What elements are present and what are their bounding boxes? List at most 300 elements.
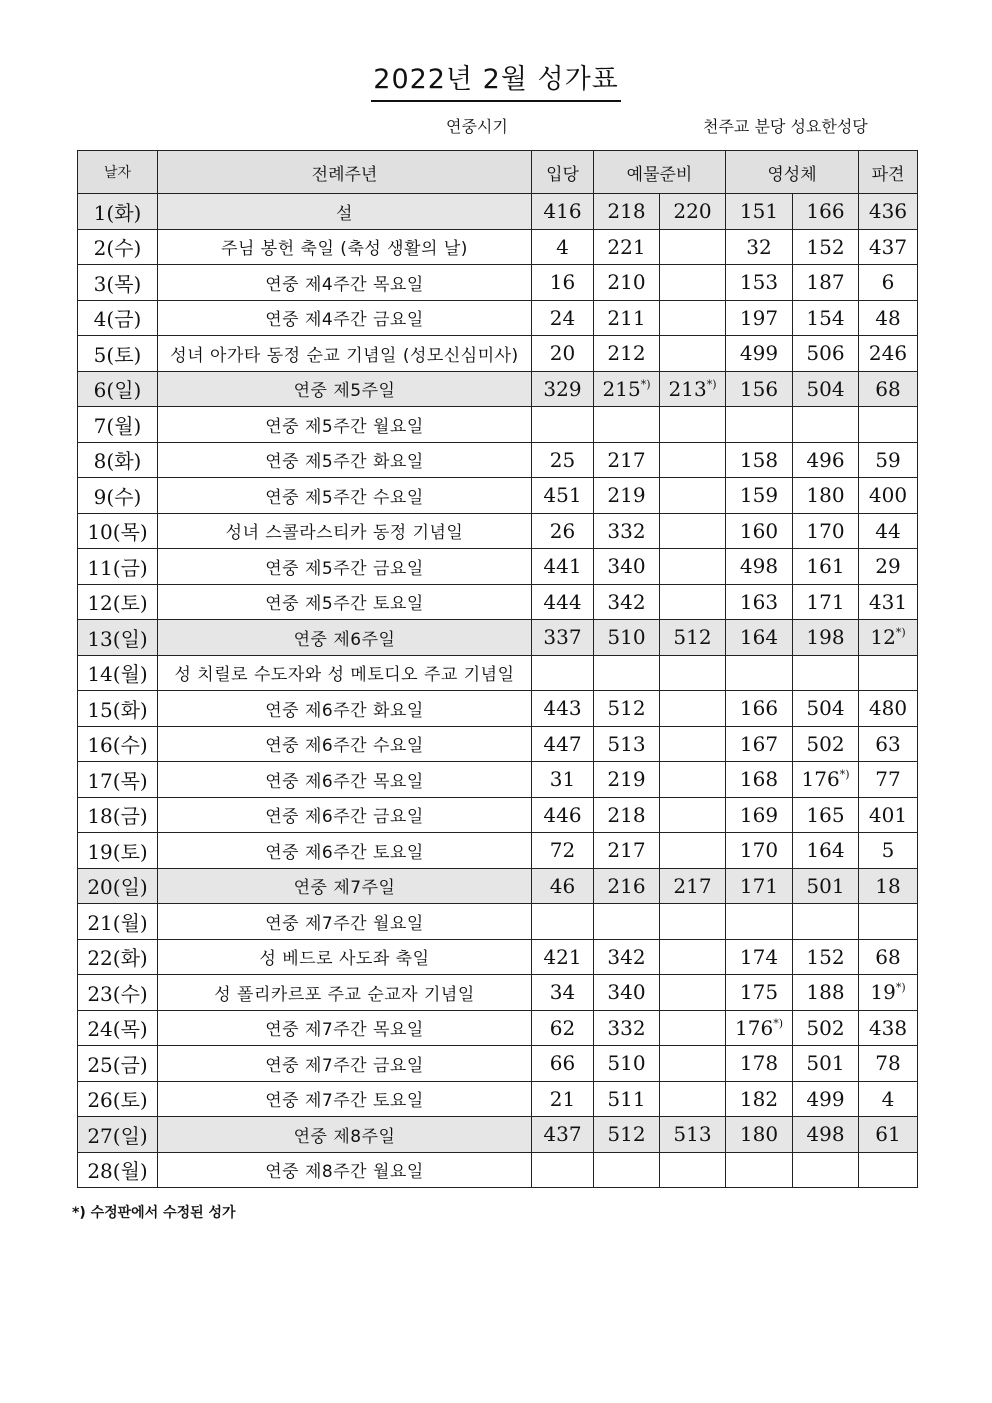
cell-offertory-1 (594, 868, 660, 904)
cell-communion-1 (726, 833, 793, 869)
cell-communion-2-text: 154 (806, 305, 845, 330)
cell-liturgy (158, 549, 532, 585)
cell-liturgy (158, 265, 532, 301)
cell-offertory-2 (660, 620, 726, 656)
cell-communion-1-text: 169 (739, 802, 779, 827)
cell-communion-1 (726, 691, 793, 727)
cell-communion-2-text: 187 (806, 270, 845, 295)
cell-communion-1 (726, 584, 793, 620)
cell-offertory-1-text: 217 (607, 447, 646, 472)
cell-communion-1 (726, 939, 793, 975)
cell-dismissal (859, 300, 918, 336)
cell-liturgy-text: 연중 제6주간 수요일 (265, 736, 424, 757)
header-entrance: 입당 (532, 151, 594, 194)
cell-liturgy (158, 194, 532, 230)
cell-date (78, 620, 158, 656)
cell-offertory-1 (594, 726, 660, 762)
cell-offertory-1 (594, 194, 660, 230)
cell-liturgy (158, 904, 532, 940)
cell-communion-1-text: 171 (739, 873, 779, 898)
cell-dismissal (859, 939, 918, 975)
cell-date (78, 194, 158, 230)
cell-communion-2 (793, 691, 859, 727)
cell-offertory-1 (594, 478, 660, 514)
cell-liturgy-text: 주님 봉헌 축일 (축성 생활의 날) (221, 239, 468, 260)
cell-liturgy-text: 연중 제8주일 (293, 1126, 396, 1147)
cell-communion-2-text: 504 (806, 696, 845, 721)
cell-date-text: 27(일) (87, 1123, 148, 1148)
cell-communion-2 (793, 300, 859, 336)
cell-dismissal (859, 797, 918, 833)
cell-offertory-1 (594, 904, 660, 940)
cell-communion-1 (726, 194, 793, 230)
cell-liturgy (158, 939, 532, 975)
cell-entrance (532, 762, 594, 798)
cell-communion-1 (726, 407, 793, 443)
cell-entrance-text: 446 (543, 802, 582, 827)
cell-entrance (532, 229, 594, 265)
cell-communion-2 (793, 904, 859, 940)
cell-communion-2 (793, 655, 859, 691)
table-row (78, 620, 918, 656)
cell-communion-1-text: 153 (739, 270, 779, 295)
cell-entrance-text: 34 (549, 980, 576, 1005)
header-dismissal: 파견 (859, 151, 918, 194)
cell-communion-2-text: 165 (806, 802, 845, 827)
cell-offertory-1-text: 218 (607, 199, 646, 224)
cell-communion-1 (726, 762, 793, 798)
cell-dismissal (859, 1152, 918, 1188)
cell-liturgy-text: 설 (336, 203, 353, 224)
cell-liturgy-text: 성 베드로 사도좌 축일 (259, 949, 430, 970)
cell-liturgy-text: 연중 제5주간 토요일 (265, 594, 424, 615)
cell-liturgy-text: 연중 제5주일 (293, 381, 396, 402)
table-row (78, 833, 918, 869)
table-row (78, 904, 918, 940)
cell-communion-2-text: 498 (806, 1122, 845, 1147)
cell-entrance (532, 1117, 594, 1153)
cell-communion-2 (793, 939, 859, 975)
cell-liturgy-text: 연중 제7주간 토요일 (265, 1091, 424, 1112)
season-label: 연중시기 (446, 117, 508, 136)
revision-mark: *) (895, 981, 906, 995)
cell-communion-2-text: 152 (806, 944, 845, 969)
cell-entrance (532, 620, 594, 656)
cell-offertory-1 (594, 620, 660, 656)
cell-entrance (532, 300, 594, 336)
cell-offertory-2-text: 512 (673, 625, 712, 650)
cell-offertory-1-text: 512 (607, 1122, 646, 1147)
cell-liturgy (158, 762, 532, 798)
cell-date-text: 9(수) (93, 484, 142, 509)
cell-date-text: 2(수) (93, 236, 142, 261)
cell-date-text: 16(수) (87, 733, 148, 758)
cell-dismissal-text: 44 (875, 518, 901, 543)
cell-communion-1-text: 159 (739, 483, 779, 508)
cell-date-text: 21(월) (87, 910, 148, 935)
cell-communion-1-text: 197 (739, 305, 779, 330)
cell-date (78, 868, 158, 904)
table-row (78, 1010, 918, 1046)
cell-offertory-1-text: 216 (607, 873, 646, 898)
cell-offertory-1 (594, 336, 660, 372)
cell-communion-1 (726, 478, 793, 514)
cell-entrance (532, 478, 594, 514)
cell-entrance (532, 336, 594, 372)
cell-liturgy (158, 371, 532, 407)
cell-communion-2-text: 501 (806, 873, 845, 898)
cell-liturgy (158, 442, 532, 478)
header-communion: 영성체 (726, 151, 859, 194)
cell-communion-2-text: 504 (806, 376, 845, 401)
cell-offertory-2 (660, 1152, 726, 1188)
cell-communion-1 (726, 229, 793, 265)
cell-date-text: 13(일) (87, 626, 148, 651)
table-row (78, 655, 918, 691)
cell-liturgy-text: 연중 제4주간 금요일 (265, 310, 424, 331)
table-row (78, 939, 918, 975)
cell-offertory-2 (660, 371, 726, 407)
cell-date-text: 10(목) (87, 520, 148, 545)
cell-date (78, 762, 158, 798)
cell-offertory-1 (594, 939, 660, 975)
cell-offertory-1-text: 513 (607, 731, 646, 756)
cell-liturgy-text: 성 치릴로 수도자와 성 메토디오 주교 기념일 (174, 665, 515, 686)
cell-communion-2-text: 502 (806, 731, 845, 756)
cell-liturgy (158, 691, 532, 727)
cell-communion-2 (793, 975, 859, 1011)
cell-offertory-1 (594, 442, 660, 478)
cell-dismissal-text: 6 (881, 270, 895, 295)
cell-communion-1-text: 163 (739, 589, 779, 614)
cell-date-text: 24(목) (87, 1017, 148, 1042)
cell-date-text: 7(월) (93, 413, 142, 438)
cell-communion-1 (726, 868, 793, 904)
cell-entrance-text: 31 (549, 767, 576, 792)
cell-offertory-1-text: 219 (607, 767, 646, 792)
cell-dismissal (859, 904, 918, 940)
cell-communion-1-text: 168 (739, 767, 779, 792)
table-row (78, 407, 918, 443)
cell-offertory-2 (660, 726, 726, 762)
cell-offertory-2-text: 513 (673, 1122, 712, 1147)
cell-offertory-1 (594, 691, 660, 727)
cell-offertory-1 (594, 762, 660, 798)
cell-communion-1 (726, 975, 793, 1011)
cell-liturgy (158, 229, 532, 265)
cell-offertory-1-text: 342 (607, 589, 646, 614)
cell-communion-2 (793, 194, 859, 230)
cell-dismissal (859, 336, 918, 372)
cell-offertory-2 (660, 868, 726, 904)
cell-dismissal-text: 431 (868, 589, 908, 614)
cell-dismissal (859, 478, 918, 514)
revision-mark: *) (640, 377, 651, 391)
cell-communion-2 (793, 513, 859, 549)
cell-date-text: 23(수) (87, 981, 148, 1006)
cell-date-text: 14(월) (87, 662, 148, 687)
cell-communion-1 (726, 1117, 793, 1153)
cell-offertory-1 (594, 1010, 660, 1046)
cell-offertory-1 (594, 655, 660, 691)
cell-entrance-text: 421 (543, 944, 582, 969)
cell-offertory-1-text: 340 (607, 980, 646, 1005)
cell-date (78, 265, 158, 301)
cell-liturgy (158, 513, 532, 549)
cell-liturgy (158, 726, 532, 762)
cell-communion-2-text: 152 (806, 234, 845, 259)
cell-date-text: 28(월) (87, 1159, 148, 1184)
cell-communion-1-text: 175 (739, 980, 779, 1005)
cell-dismissal (859, 194, 918, 230)
cell-date (78, 691, 158, 727)
cell-communion-2 (793, 407, 859, 443)
cell-entrance (532, 1152, 594, 1188)
cell-entrance (532, 833, 594, 869)
cell-communion-1 (726, 1152, 793, 1188)
cell-dismissal-text: 78 (875, 1051, 901, 1076)
cell-liturgy (158, 584, 532, 620)
cell-communion-1-text: 156 (739, 376, 779, 401)
cell-date-text: 3(목) (93, 271, 142, 296)
cell-offertory-1-text: 512 (607, 696, 646, 721)
cell-dismissal (859, 584, 918, 620)
cell-communion-1-text: 170 (739, 838, 779, 863)
table-row (78, 300, 918, 336)
cell-offertory-2 (660, 904, 726, 940)
cell-offertory-1 (594, 300, 660, 336)
cell-communion-1-text: 158 (739, 447, 779, 472)
cell-dismissal (859, 833, 918, 869)
cell-offertory-1-text: 332 (607, 518, 646, 543)
table-row (78, 762, 918, 798)
cell-communion-1 (726, 1081, 793, 1117)
cell-offertory-2 (660, 194, 726, 230)
cell-communion-2 (793, 620, 859, 656)
revision-mark: *) (706, 377, 717, 391)
cell-liturgy-text: 성녀 스콜라스티카 동정 기념일 (225, 523, 464, 544)
table-row (78, 1117, 918, 1153)
table-row (78, 726, 918, 762)
cell-offertory-2 (660, 407, 726, 443)
cell-date (78, 833, 158, 869)
cell-communion-2 (793, 797, 859, 833)
footnote: *) 수정판에서 수정된 성가 (72, 1205, 236, 1221)
cell-communion-2-text: 501 (806, 1051, 845, 1076)
cell-date-text: 18(금) (87, 804, 148, 829)
cell-communion-2 (793, 265, 859, 301)
cell-entrance (532, 1046, 594, 1082)
cell-offertory-1 (594, 1081, 660, 1117)
cell-offertory-1-text: 510 (607, 625, 646, 650)
cell-communion-1 (726, 442, 793, 478)
revision-mark: *) (895, 626, 906, 640)
cell-dismissal-text: 77 (875, 767, 901, 792)
hymn-table (77, 150, 918, 1188)
cell-offertory-2-text: 213 (668, 376, 707, 401)
cell-offertory-1 (594, 797, 660, 833)
cell-offertory-1-text: 332 (607, 1015, 646, 1040)
cell-dismissal (859, 975, 918, 1011)
cell-liturgy-text: 연중 제5주간 화요일 (265, 452, 424, 473)
cell-entrance-text: 72 (549, 838, 576, 863)
cell-communion-2 (793, 1117, 859, 1153)
cell-offertory-2 (660, 549, 726, 585)
cell-entrance-text: 62 (549, 1015, 576, 1040)
cell-dismissal-text: 4 (881, 1086, 895, 1111)
cell-liturgy-text: 연중 제5주간 월요일 (265, 416, 424, 437)
cell-date-text: 17(목) (87, 768, 148, 793)
cell-liturgy-text: 연중 제7주간 월요일 (265, 913, 424, 934)
cell-communion-1-text: 32 (746, 234, 772, 259)
cell-dismissal (859, 407, 918, 443)
cell-entrance (532, 1010, 594, 1046)
cell-entrance (532, 797, 594, 833)
cell-date (78, 513, 158, 549)
cell-communion-2-text: 188 (806, 980, 845, 1005)
cell-offertory-2 (660, 1117, 726, 1153)
cell-communion-2 (793, 1081, 859, 1117)
cell-date (78, 1081, 158, 1117)
cell-offertory-1 (594, 549, 660, 585)
cell-offertory-2 (660, 229, 726, 265)
cell-entrance (532, 655, 594, 691)
cell-entrance (532, 442, 594, 478)
cell-date-text: 26(토) (87, 1088, 148, 1113)
cell-liturgy (158, 975, 532, 1011)
cell-offertory-1-text: 215 (602, 376, 641, 401)
cell-dismissal (859, 762, 918, 798)
cell-communion-1-text: 499 (739, 341, 779, 366)
table-row (78, 1152, 918, 1188)
cell-communion-1-text: 164 (739, 625, 779, 650)
cell-offertory-2 (660, 336, 726, 372)
cell-communion-2-text: 170 (806, 518, 845, 543)
revision-mark: *) (773, 1016, 783, 1030)
cell-dismissal-text: 59 (875, 447, 901, 472)
parish-label: 천주교 분당 성요한성당 (703, 117, 868, 136)
cell-offertory-1-text: 511 (607, 1086, 646, 1111)
cell-dismissal-text: 436 (868, 199, 908, 224)
cell-date (78, 1117, 158, 1153)
cell-date (78, 336, 158, 372)
cell-communion-1-text: 180 (739, 1122, 779, 1147)
cell-dismissal-text: 5 (881, 838, 895, 863)
cell-liturgy-text: 연중 제6주간 화요일 (265, 700, 424, 721)
cell-entrance (532, 1081, 594, 1117)
cell-date (78, 1046, 158, 1082)
table-row (78, 442, 918, 478)
cell-date (78, 478, 158, 514)
cell-dismissal (859, 1117, 918, 1153)
cell-communion-2-text: 506 (806, 341, 845, 366)
cell-liturgy-text: 연중 제6주일 (293, 629, 396, 650)
cell-offertory-1 (594, 513, 660, 549)
cell-liturgy-text: 연중 제7주간 금요일 (265, 1055, 424, 1076)
cell-communion-1 (726, 1046, 793, 1082)
cell-offertory-1 (594, 833, 660, 869)
cell-dismissal (859, 620, 918, 656)
cell-dismissal (859, 442, 918, 478)
cell-communion-2-text: 161 (806, 554, 845, 579)
table-row (78, 265, 918, 301)
cell-dismissal (859, 868, 918, 904)
cell-date-text: 12(토) (87, 591, 148, 616)
cell-liturgy (158, 1010, 532, 1046)
cell-offertory-2 (660, 797, 726, 833)
cell-dismissal-text: 480 (868, 696, 908, 721)
cell-communion-2-text: 164 (806, 838, 845, 863)
cell-communion-1-text: 174 (739, 944, 779, 969)
cell-entrance-text: 25 (549, 447, 576, 472)
cell-date-text: 6(일) (93, 378, 142, 403)
cell-liturgy (158, 1046, 532, 1082)
table-row (78, 584, 918, 620)
table-row (78, 975, 918, 1011)
cell-entrance-text: 24 (549, 305, 576, 330)
cell-offertory-1 (594, 229, 660, 265)
cell-entrance-text: 4 (556, 234, 569, 259)
cell-offertory-2 (660, 762, 726, 798)
cell-communion-2 (793, 336, 859, 372)
revision-mark: *) (839, 768, 850, 782)
cell-date-text: 22(화) (87, 946, 148, 971)
cell-offertory-2 (660, 265, 726, 301)
cell-communion-2 (793, 1152, 859, 1188)
cell-communion-2-text: 198 (806, 625, 845, 650)
cell-date (78, 1152, 158, 1188)
cell-liturgy (158, 478, 532, 514)
cell-date-text: 15(화) (87, 697, 148, 722)
table-row (78, 797, 918, 833)
cell-liturgy (158, 833, 532, 869)
cell-offertory-1 (594, 407, 660, 443)
cell-date (78, 407, 158, 443)
cell-dismissal (859, 265, 918, 301)
cell-dismissal-text: 61 (875, 1122, 901, 1147)
cell-communion-1-text: 160 (739, 518, 779, 543)
cell-entrance-text: 337 (543, 625, 582, 650)
cell-date (78, 300, 158, 336)
cell-entrance-text: 447 (543, 731, 582, 756)
cell-date (78, 655, 158, 691)
cell-communion-1 (726, 300, 793, 336)
cell-offertory-1-text: 221 (607, 234, 646, 259)
cell-offertory-2-text: 217 (673, 873, 712, 898)
cell-liturgy-text: 연중 제8주간 월요일 (265, 1162, 424, 1183)
cell-communion-1-text: 166 (739, 696, 779, 721)
cell-communion-2 (793, 478, 859, 514)
cell-date-text: 19(토) (87, 839, 148, 864)
table-row (78, 1081, 918, 1117)
cell-communion-1 (726, 726, 793, 762)
cell-entrance (532, 549, 594, 585)
cell-entrance (532, 371, 594, 407)
cell-entrance-text: 20 (549, 341, 576, 366)
cell-communion-2-text: 496 (806, 447, 845, 472)
cell-liturgy-text: 연중 제4주간 목요일 (265, 274, 424, 295)
cell-communion-1 (726, 371, 793, 407)
cell-communion-2 (793, 584, 859, 620)
cell-dismissal (859, 371, 918, 407)
cell-offertory-2 (660, 513, 726, 549)
cell-date-text: 20(일) (87, 875, 148, 900)
cell-communion-2 (793, 1010, 859, 1046)
cell-offertory-2-text: 220 (673, 199, 712, 224)
cell-communion-2 (793, 442, 859, 478)
cell-entrance (532, 194, 594, 230)
cell-offertory-2 (660, 975, 726, 1011)
